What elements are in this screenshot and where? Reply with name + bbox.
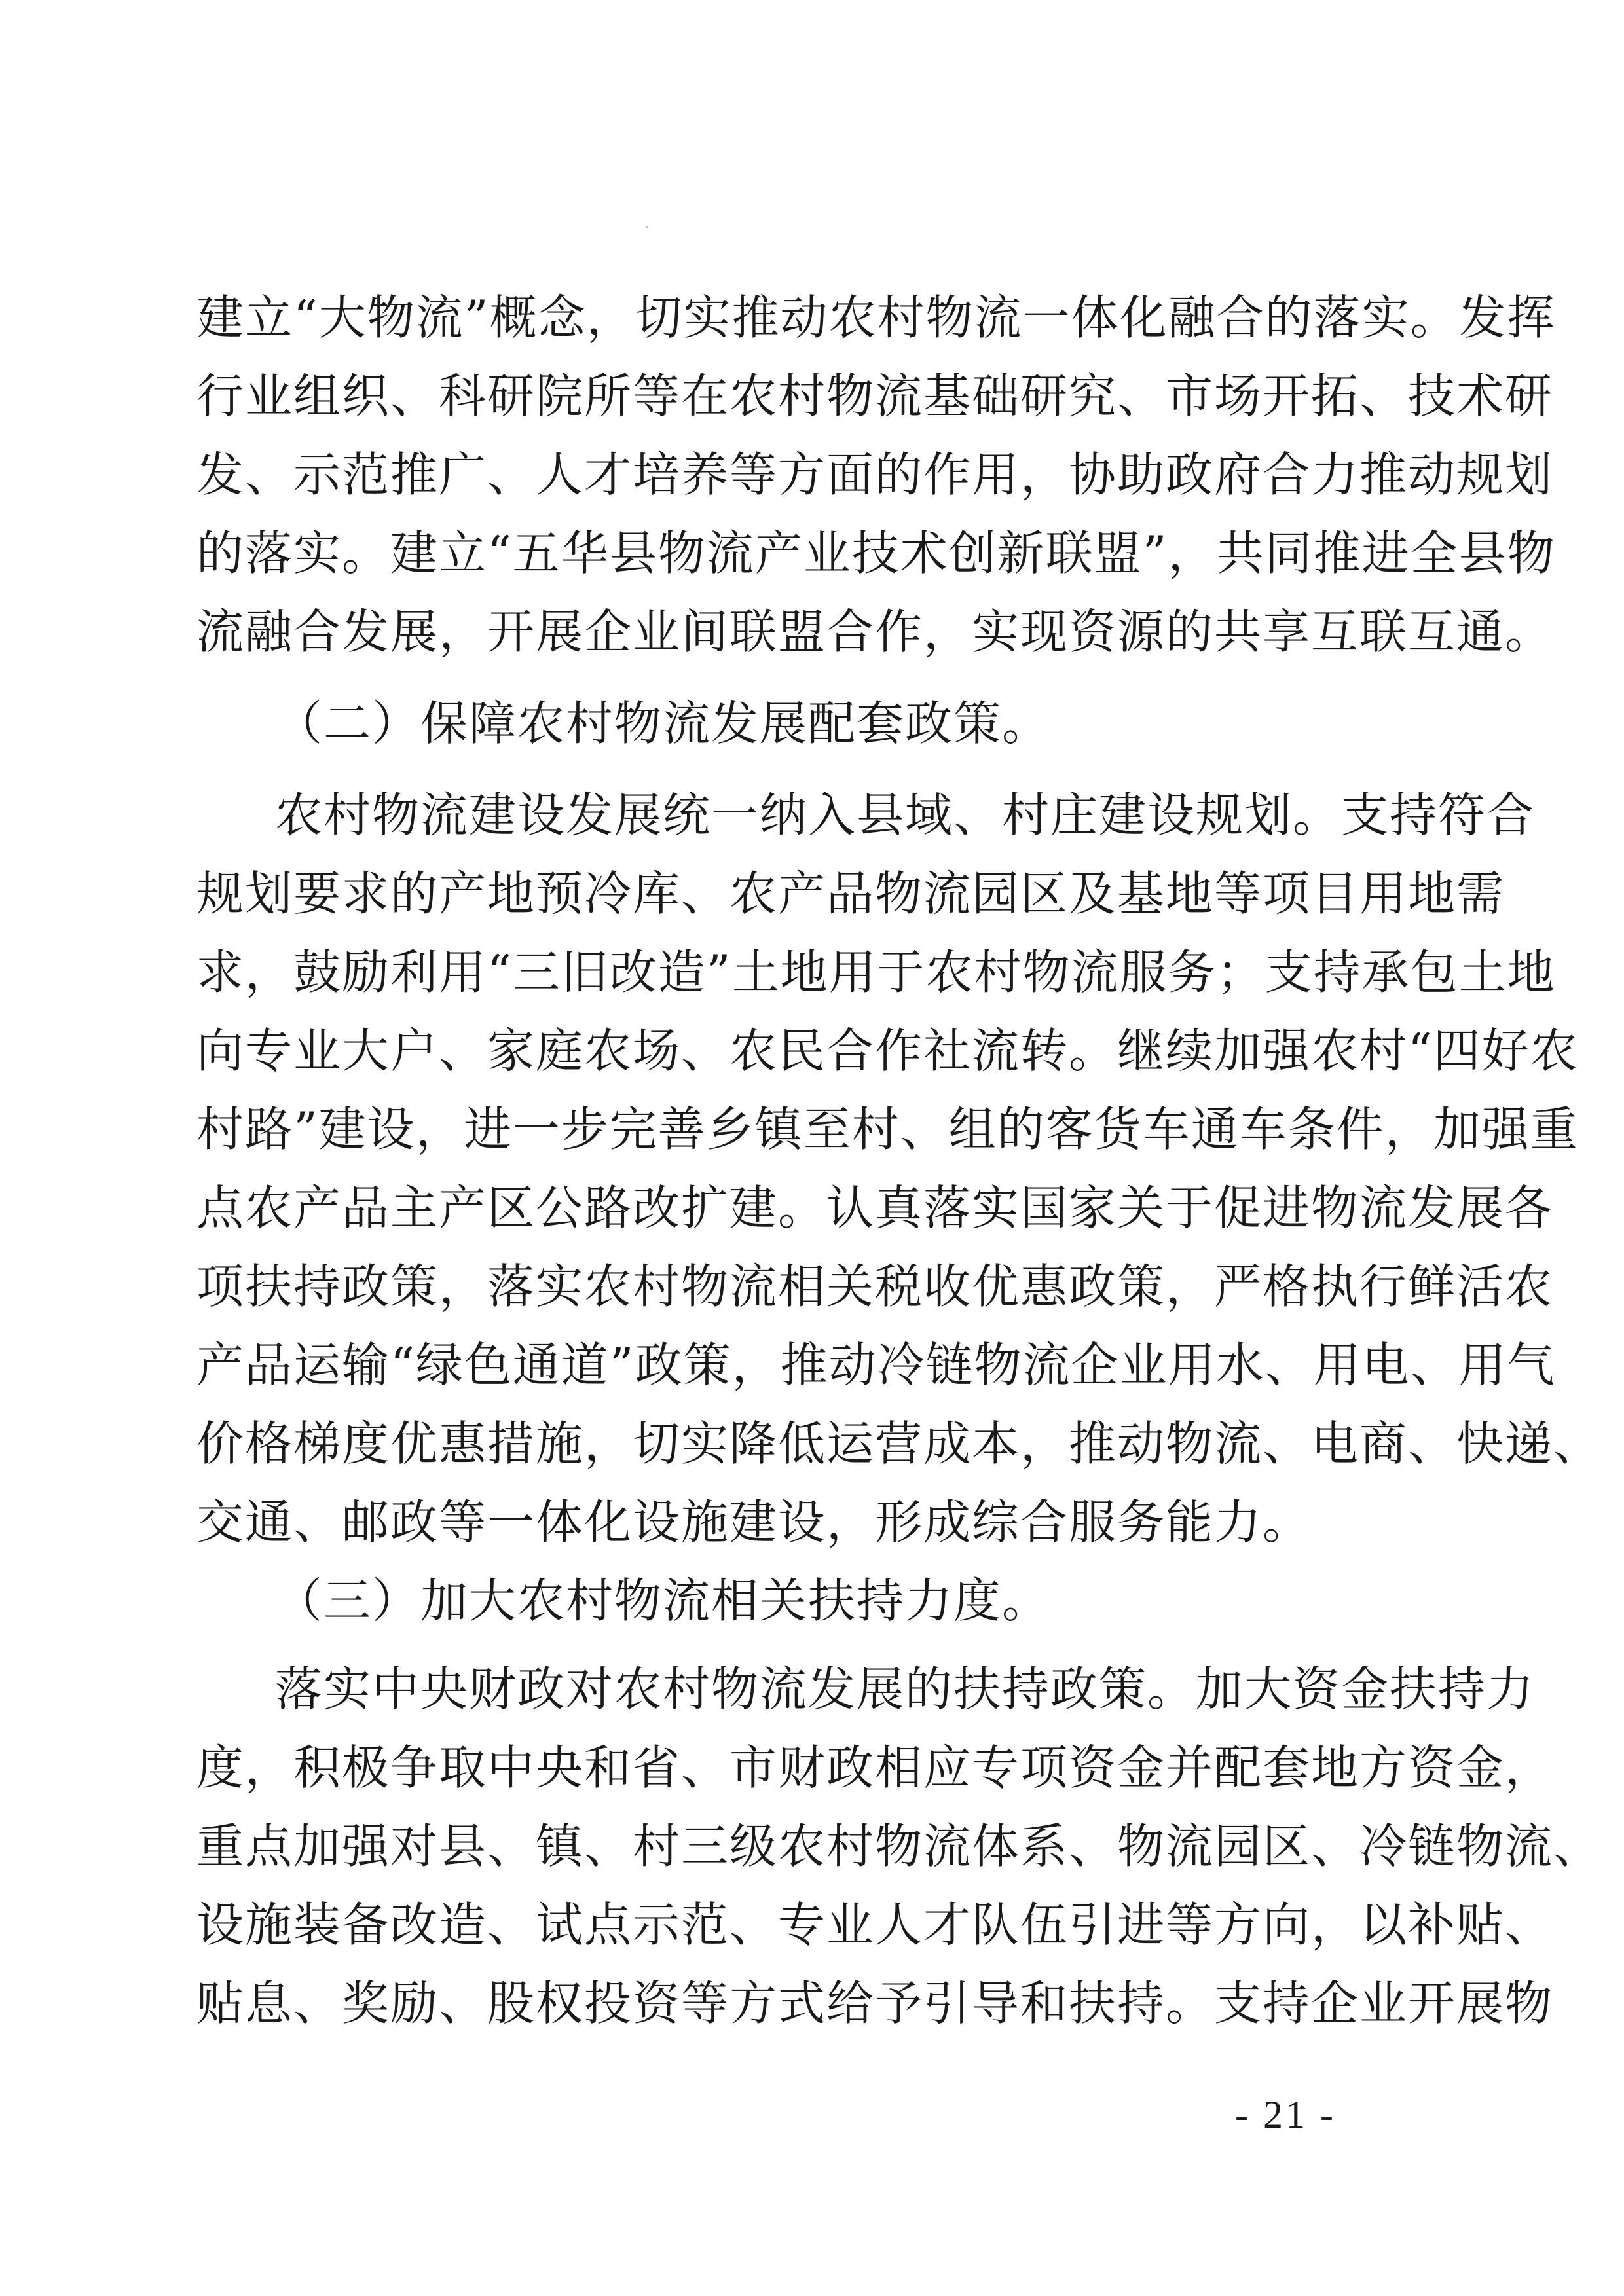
paragraph-line: 点农产品主产区公路改扩建。认真落实国家关于促进物流发展各 [196,1180,1554,1235]
paragraph-line: 村路”建设，进一步完善乡镇至村、组的客货车通车条件，加强重 [196,1102,1579,1157]
paragraph-line: 行业组织、科研院所等在农村物流基础研究、市场开拓、技术研 [196,369,1554,424]
paragraph-line: 设施装备改造、试点示范、专业人才队伍引进等方向，以补贴、 [196,1897,1554,1952]
paragraph-line: 交通、邮政等一体化设施建设，形成综合服务能力。 [196,1495,1312,1550]
paragraph-line: 流融合发展，开展企业间联盟合作，实现资源的共享互联互通。 [196,604,1554,659]
paragraph-line: 项扶持政策，落实农村物流相关税收优惠政策，严格执行鲜活农 [196,1259,1554,1314]
paragraph-line: 农村物流建设发展统一纳入县域、村庄建设规划。支持符合 [275,788,1536,843]
paragraph-line: 向专业大户、家庭农场、农民合作社流转。继续加强农村“四好农 [196,1023,1579,1078]
section-heading: （二）保障农村物流发展配套政策。 [275,696,1051,751]
paragraph-line: 价格梯度优惠措施，切实降低运营成本，推动物流、电商、快递、 [196,1416,1602,1471]
paragraph-line: 建立“大物流”概念，切实推动农村物流一体化融合的落实。发挥 [196,290,1556,345]
paragraph-line: 求，鼓励利用“三旧改造”土地用于农村物流服务；支持承包土地 [196,945,1556,1000]
paragraph-line: 贴息、奖励、股权投资等方式给予引导和扶持。支持企业开展物 [196,1976,1554,2031]
paragraph-line: 规划要求的产地预冷库、农产品物流园区及基地等项目用地需 [196,866,1505,921]
scan-artifact [646,226,648,228]
paragraph-line: 重点加强对县、镇、村三级农村物流体系、物流园区、冷链物流、 [196,1819,1602,1874]
paragraph-line: 发、示范推广、人才培养等方面的作用，协助政府合力推动规划 [196,447,1554,502]
paragraph-line: 的落实。建立“五华县物流产业技术创新联盟”，共同推进全县物 [196,526,1556,581]
page-number: - 21 - [1235,2093,1336,2136]
paragraph-line: 落实中央财政对农村物流发展的扶持政策。加大资金扶持力 [275,1662,1536,1717]
paragraph-line: 产品运输“绿色通道”政策，推动冷链物流企业用水、用电、用气 [196,1338,1556,1393]
section-heading: （三）加大农村物流相关扶持力度。 [275,1573,1051,1628]
paragraph-line: 度，积极争取中央和省、市财政相应专项资金并配套地方资金， [196,1740,1554,1795]
